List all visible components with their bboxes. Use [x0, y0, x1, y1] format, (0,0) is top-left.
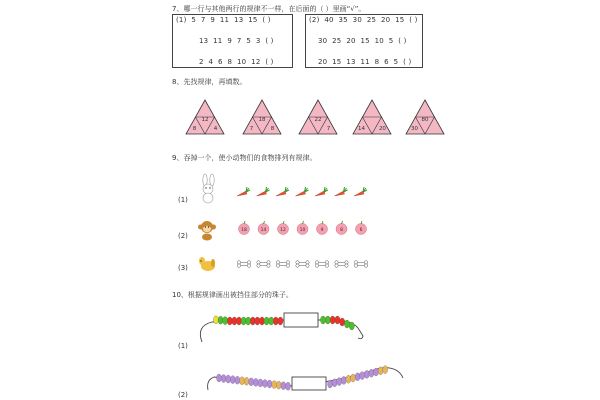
triangle-right-number: 8 [270, 126, 275, 132]
q9-title: 9、吞掉一个，使小动物们的食物排列有规律。 [172, 154, 317, 162]
apple-number: 18 [241, 228, 247, 233]
triangle-right-number: 4 [213, 126, 218, 132]
bead [378, 367, 383, 375]
bead [226, 375, 231, 383]
bead-cover-2 [292, 377, 326, 390]
bead [335, 316, 340, 324]
bead [267, 380, 272, 388]
triangle-top-number: 22 [314, 117, 322, 123]
bead [341, 376, 346, 384]
bead [383, 366, 388, 374]
bead [272, 381, 277, 389]
bead [253, 378, 258, 386]
q8-title: 8、先找规律，再填数。 [172, 78, 247, 86]
q7-title: 7、哪一行与其他两行的规律不一样，在后面的（ ）里画“√”。 [172, 5, 366, 13]
bead [320, 316, 325, 324]
bead [221, 375, 226, 383]
bead [227, 317, 232, 325]
q10-title: 10、根据规律画出被挡住部分的珠子。 [172, 291, 293, 299]
bead [325, 316, 330, 324]
bead [286, 382, 291, 390]
bead [232, 317, 237, 325]
q7-g2-row-1: (2) 40 35 30 25 20 15 ( ) [309, 16, 418, 24]
bead [255, 317, 260, 325]
q7-g2-row-2: 30 25 20 15 10 5 ( ) [318, 37, 407, 45]
triangle-left-number: 14 [358, 126, 366, 132]
bead [217, 374, 222, 382]
bead [346, 375, 351, 383]
bead [249, 378, 254, 386]
bead [344, 320, 349, 328]
bead [213, 316, 218, 324]
q7-g2-row-3: 20 15 13 11 8 6 5 ( ) [318, 58, 412, 66]
bead [355, 373, 360, 381]
bead [374, 368, 379, 376]
q7-g1-row-2: 13 11 9 7 5 3 ( ) [199, 37, 274, 45]
apple-number: 12 [280, 228, 286, 233]
bead [330, 316, 335, 324]
bead [236, 317, 241, 325]
triangle-left-number: 7 [249, 126, 254, 132]
bead [246, 317, 251, 325]
triangle-left-number: 8 [192, 126, 197, 132]
apple-number: 14 [260, 228, 267, 233]
bead [276, 381, 281, 389]
bead [218, 316, 223, 324]
bead [241, 317, 246, 325]
triangle-top-number: 18 [258, 117, 266, 123]
bead [349, 322, 354, 330]
bead [258, 379, 263, 387]
apple-number: 8 [340, 228, 343, 233]
bead [240, 377, 245, 385]
bead [328, 380, 333, 388]
apple-number: 6 [359, 228, 363, 233]
apple-number: 10 [299, 228, 306, 233]
q9-label-1: (1) [178, 196, 188, 204]
triangle-top-number: 80 [421, 117, 429, 123]
triangle-right-number: 20 [378, 126, 386, 132]
triangle-top-number: 12 [201, 117, 209, 123]
bead [281, 382, 286, 390]
bead [223, 317, 228, 325]
bead [264, 317, 269, 325]
bead [369, 369, 374, 377]
q9-label-2: (2) [178, 232, 188, 240]
bead [351, 374, 356, 382]
bead [259, 317, 264, 325]
bead [250, 317, 255, 325]
bead [364, 370, 369, 378]
bead [269, 317, 274, 325]
triangle-left-number: 30 [411, 126, 419, 132]
apple-number: 9 [320, 228, 324, 233]
triangle-right-number: 7 [326, 126, 331, 132]
bead [332, 379, 337, 387]
bead [278, 317, 283, 325]
bead [230, 376, 235, 384]
bead [235, 376, 240, 384]
bead-cover-1 [284, 313, 318, 327]
bead [337, 378, 342, 386]
q7-g1-row-1: (1) 5 7 9 11 13 15 ( ) [176, 16, 271, 24]
bead [263, 380, 268, 388]
bead [244, 377, 249, 385]
bead [273, 317, 278, 325]
q10-label-1: (1) [178, 342, 188, 350]
q9-label-3: (3) [178, 264, 188, 272]
q7-g1-row-3: 2 4 6 8 10 12 ( ) [199, 58, 274, 66]
bead [360, 372, 365, 380]
bead [340, 318, 345, 326]
q10-label-2: (2) [178, 391, 188, 399]
